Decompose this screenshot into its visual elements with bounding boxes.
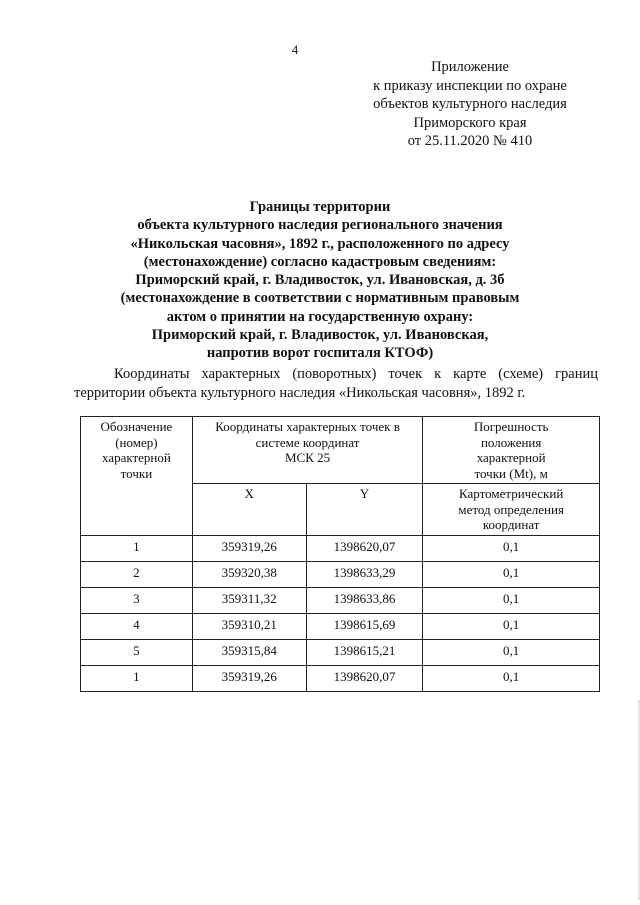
header-point-number: Обозначение (номер) характерной точки <box>81 417 193 536</box>
cell-point: 3 <box>81 587 193 613</box>
cell-x: 359320,38 <box>192 561 306 587</box>
cell-mt: 0,1 <box>423 535 600 561</box>
intro-paragraph <box>74 365 598 402</box>
title-line: «Никольская часовня», 1892 г., расположенного по адресу <box>130 235 510 252</box>
intro-line: территории объекта культурного наследия «Никольская часовня», 1892 г. <box>74 384 526 401</box>
header-y: Y <box>306 484 423 536</box>
table-row <box>81 639 600 665</box>
cell-y: 1398615,21 <box>306 639 423 665</box>
appendix-block <box>340 58 600 151</box>
appendix-line: объектов культурного наследия <box>373 96 567 112</box>
title-line: объекта культурного наследия регионального значения <box>137 217 503 234</box>
title-line: (местонахождение в соответствии с нормативным правовым <box>120 290 520 307</box>
cell-point: 1 <box>81 535 193 561</box>
cell-y: 1398633,86 <box>306 587 423 613</box>
cell-point: 1 <box>81 665 193 691</box>
cell-mt: 0,1 <box>423 665 600 691</box>
cell-mt: 0,1 <box>423 561 600 587</box>
title-line: Приморский край, г. Владивосток, ул. Ивановская, <box>151 327 489 344</box>
cell-point: 2 <box>81 561 193 587</box>
title-line: (местонахождение) согласно кадастровым сведениям: <box>143 253 497 270</box>
appendix-line: Приложение <box>431 59 509 75</box>
appendix-line: к приказу инспекции по охране <box>373 77 567 94</box>
title-line: напротив ворот госпиталя КТОФ) <box>206 345 434 362</box>
header-coordinates: Координаты характерных точек в системе координат МСК 25 <box>192 417 422 484</box>
table-row <box>81 535 600 561</box>
table-row <box>81 665 600 691</box>
table-row <box>81 613 600 639</box>
coordinates-table <box>80 416 600 692</box>
title-line: Границы территории <box>249 199 391 215</box>
cell-y: 1398620,07 <box>306 535 423 561</box>
title-line: Приморский край, г. Владивосток, ул. Ивановская, д. 3б <box>135 272 505 289</box>
cell-x: 359319,26 <box>192 535 306 561</box>
cell-x: 359319,26 <box>192 665 306 691</box>
title-line: актом о принятии на государственную охрану: <box>166 308 474 325</box>
cell-x: 359311,32 <box>192 587 306 613</box>
header-error: Погрешность положения характерной точки (Mt), м <box>423 417 600 484</box>
table-header-row <box>81 417 600 484</box>
cell-point: 5 <box>81 639 193 665</box>
cell-x: 359310,21 <box>192 613 306 639</box>
cell-y: 1398633,29 <box>306 561 423 587</box>
table-row <box>81 561 600 587</box>
cell-mt: 0,1 <box>423 587 600 613</box>
cell-x: 359315,84 <box>192 639 306 665</box>
appendix-line: Приморского края <box>413 114 527 131</box>
cell-y: 1398615,69 <box>306 613 423 639</box>
appendix-line: от 25.11.2020 № 410 <box>407 133 533 149</box>
cell-mt: 0,1 <box>423 639 600 665</box>
cell-mt: 0,1 <box>423 613 600 639</box>
header-x: X <box>192 484 306 536</box>
header-method: Картометрический метод определения координат <box>423 484 600 536</box>
cell-point: 4 <box>81 613 193 639</box>
page-number: 4 <box>291 42 299 57</box>
cell-y: 1398620,07 <box>306 665 423 691</box>
intro-line: Координаты характерных (поворотных) точек к карте (схеме) границ <box>114 366 598 382</box>
table-row <box>81 587 600 613</box>
document-title <box>40 198 600 363</box>
